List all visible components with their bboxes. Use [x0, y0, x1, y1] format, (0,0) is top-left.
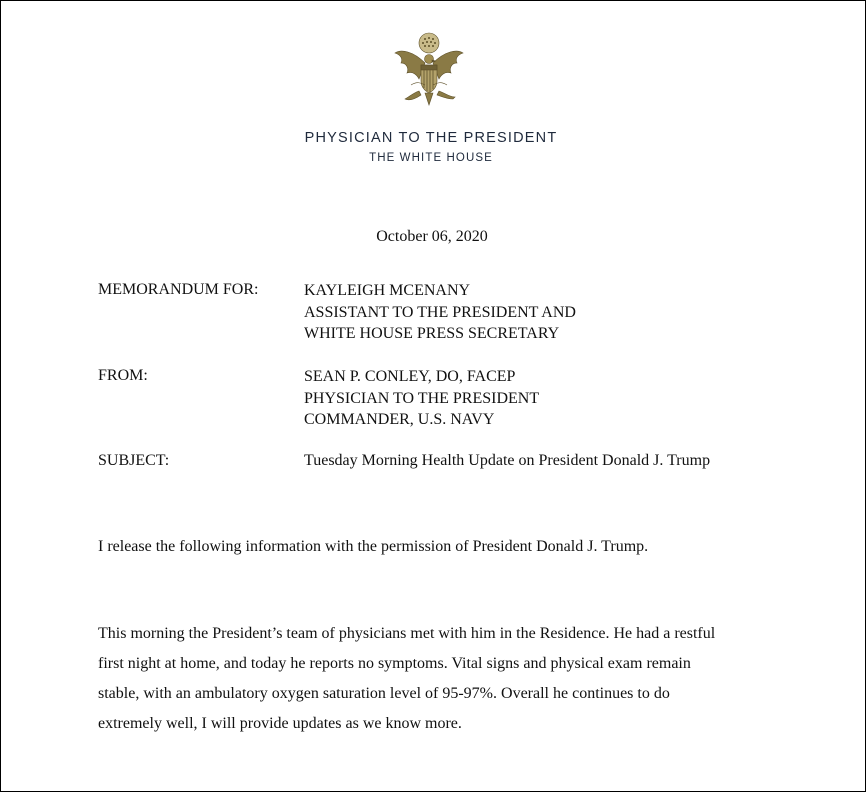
- letterhead-subtitle: THE WHITE HOUSE: [369, 152, 493, 164]
- sender-line: COMMANDER, U.S. NAVY: [304, 411, 495, 428]
- memo-for-label: MEMORANDUM FOR:: [98, 281, 259, 298]
- intro-paragraph: I release the following information with the permission of President Donald J. Trump.: [98, 538, 649, 555]
- memo-for-recipient: [304, 280, 576, 345]
- letterhead-title: PHYSICIAN TO THE PRESIDENT: [304, 130, 558, 146]
- paragraph-line: This morning the President’s team of physicians met with him in the Residence. He had a restful: [98, 625, 716, 642]
- memo-from-sender: [304, 366, 539, 431]
- body-paragraph: [98, 619, 715, 739]
- sender-line: SEAN P. CONLEY, DO, FACEP: [304, 368, 516, 385]
- recipient-line: ASSISTANT TO THE PRESIDENT AND: [304, 303, 576, 321]
- memo-subject-label: SUBJECT:: [98, 452, 170, 469]
- paragraph-line: extremely well, I will provide updates as we know more.: [98, 715, 462, 732]
- memo-from-label: FROM:: [98, 367, 148, 384]
- recipient-line: WHITE HOUSE PRESS SECRETARY: [304, 325, 560, 342]
- sender-line: PHYSICIAN TO THE PRESIDENT: [304, 389, 540, 407]
- presidential-eagle-seal-icon: [389, 29, 469, 115]
- recipient-line: KAYLEIGH MCENANY: [304, 282, 471, 299]
- memo-date: October 06, 2020: [376, 228, 488, 245]
- paragraph-line: stable, with an ambulatory oxygen saturation level of 95-97%. Overall he continues to do: [98, 685, 670, 702]
- memo-subject: Tuesday Morning Health Update on President Donald J. Trump: [304, 452, 711, 469]
- paragraph-line: first night at home, and today he reports no symptoms. Vital signs and physical exam remain: [98, 655, 691, 672]
